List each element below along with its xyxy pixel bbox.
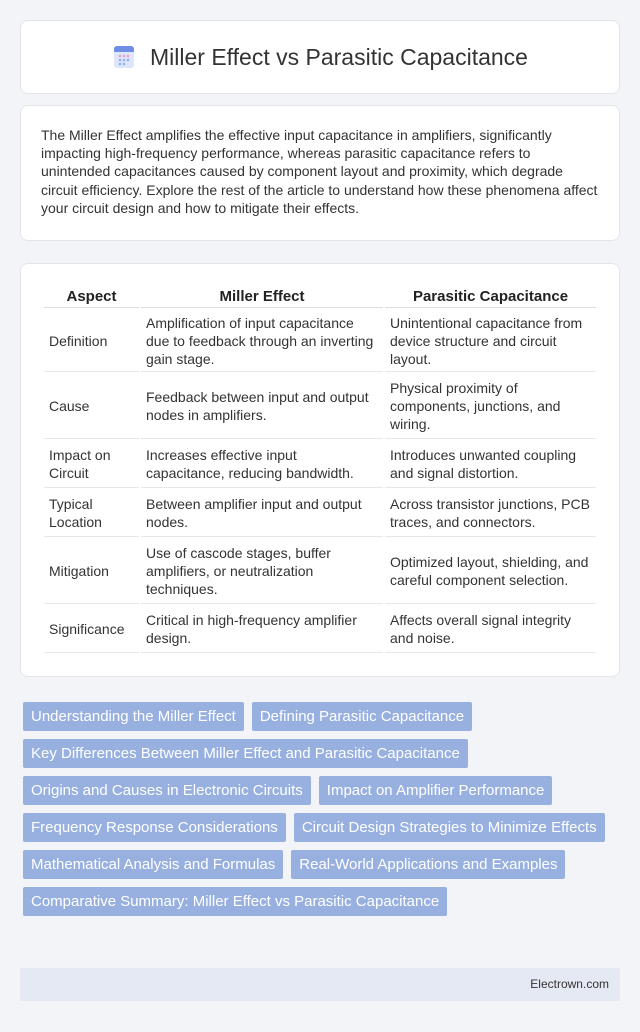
cell-parasitic-capacitance: Introduces unwanted coupling and signal distortion. <box>385 441 596 488</box>
comparison-table <box>42 284 598 655</box>
cell-parasitic-capacitance: Affects overall signal integrity and noise. <box>385 606 596 653</box>
cell-miller-effect: Feedback between input and output nodes in amplifiers. <box>141 374 383 439</box>
tag-comparative-summary[interactable]: Comparative Summary: Miller Effect vs Parasitic Capacitance <box>23 887 447 916</box>
table-row <box>44 490 596 537</box>
tag-defining-parasitic-capacitance[interactable]: Defining Parasitic Capacitance <box>252 702 472 731</box>
cell-miller-effect: Increases effective input capacitance, reducing bandwidth. <box>141 441 383 488</box>
column-header-aspect: Aspect <box>44 286 139 308</box>
cell-aspect: Significance <box>44 606 139 653</box>
tag-impact-on-amplifier-performance[interactable]: Impact on Amplifier Performance <box>319 776 553 805</box>
tag-key-differences[interactable]: Key Differences Between Miller Effect and Parasitic Capacitance <box>23 739 468 768</box>
cell-parasitic-capacitance: Across transistor junctions, PCB traces, and connectors. <box>385 490 596 537</box>
table-header-row <box>44 286 596 308</box>
cell-parasitic-capacitance: Physical proximity of components, junctions, and wiring. <box>385 374 596 439</box>
cell-miller-effect: Use of cascode stages, buffer amplifiers, or neutralization techniques. <box>141 539 383 604</box>
tag-mathematical-analysis[interactable]: Mathematical Analysis and Formulas <box>23 850 283 879</box>
tag-frequency-response[interactable]: Frequency Response Considerations <box>23 813 286 842</box>
cell-parasitic-capacitance: Optimized layout, shielding, and careful component selection. <box>385 539 596 604</box>
table-row <box>44 374 596 439</box>
cell-aspect: Impact on Circuit <box>44 441 139 488</box>
tag-origins-and-causes[interactable]: Origins and Causes in Electronic Circuits <box>23 776 311 805</box>
intro-card <box>20 105 620 241</box>
tag-understanding-miller-effect[interactable]: Understanding the Miller Effect <box>23 702 244 731</box>
table-row <box>44 441 596 488</box>
column-header-parasitic-capacitance: Parasitic Capacitance <box>385 286 596 308</box>
topic-tags <box>23 702 613 916</box>
title-card <box>20 20 620 94</box>
table-row <box>44 606 596 653</box>
cell-aspect: Typical Location <box>44 490 139 537</box>
document-icon <box>112 44 136 70</box>
cell-aspect: Cause <box>44 374 139 439</box>
cell-miller-effect: Critical in high-frequency amplifier design. <box>141 606 383 653</box>
cell-parasitic-capacitance: Unintentional capacitance from device structure and circuit layout. <box>385 310 596 372</box>
table-row <box>44 310 596 372</box>
cell-aspect: Definition <box>44 310 139 372</box>
table-row <box>44 539 596 604</box>
column-header-miller-effect: Miller Effect <box>141 286 383 308</box>
tag-real-world-applications[interactable]: Real-World Applications and Examples <box>291 850 565 879</box>
intro-text: The Miller Effect amplifies the effective input capacitance in amplifiers, significantly impacting high-frequency performance, whereas parasitic capacitance refers to unintended capacitances caused by component layout and proximity, which degrade circuit efficiency. Explore the rest of the article to understand how these phenomena affect your circuit design and how to mitigate their effects. <box>41 127 598 216</box>
page-title: Miller Effect vs Parasitic Capacitance <box>150 43 528 70</box>
footer-site-link[interactable]: Electrown.com <box>530 977 609 991</box>
cell-miller-effect: Amplification of input capacitance due to feedback through an inverting gain stage. <box>141 310 383 372</box>
cell-aspect: Mitigation <box>44 539 139 604</box>
comparison-table-card <box>20 263 620 677</box>
footer <box>20 968 620 1001</box>
cell-miller-effect: Between amplifier input and output nodes. <box>141 490 383 537</box>
tag-circuit-design-strategies[interactable]: Circuit Design Strategies to Minimize Effects <box>294 813 605 842</box>
